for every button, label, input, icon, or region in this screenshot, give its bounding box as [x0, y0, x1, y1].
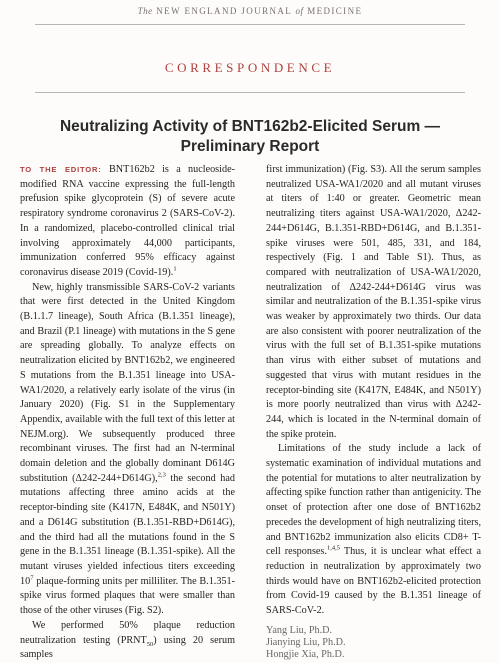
section-heading: CORRESPONDENCE — [164, 60, 336, 75]
left-column — [20, 163, 235, 663]
paragraph-2-text-end: plaque-forming units per milliliter. The B.1.351-spike virus formed plaques that were smaller than those of the other viruses (Fig. S2). — [20, 575, 236, 617]
paragraph-3-text-end: ) using 20 serum samples — [20, 634, 235, 661]
masthead-of: of — [295, 6, 304, 16]
author: Jianying Liu, Ph.D. — [266, 636, 346, 648]
paragraph-1-text: BNT162b2 is a nucleoside-modified RNA vaccine expressing the full-length prefusion spike glycoprotein (S) of severe acute respiratory syndrome coronavirus 2 (SARS-CoV-2). In a randomized, placebo-controlled clinical trial involving approximately 44,000 participants, immunization conferred 95% efficacy against coronavirus disease 2019 (Covid-19). — [20, 164, 235, 278]
masthead-medicine: MEDICINE — [307, 6, 363, 16]
paragraph-4 — [266, 163, 481, 442]
paragraph-3 — [20, 619, 235, 663]
author-list — [266, 625, 481, 661]
author: Hongjie Xia, Ph.D. — [266, 648, 345, 660]
paragraph-2-text-cont: the second had mutations affecting three amino acids at the receptor-binding site (K417N, E484K, and N501Y) and a D614G substitution (B.1.351-RBD+D614G), and the third had all the mutations found in the S gene in the B.1.351 lineage (B.1.351-spike). All the mutant viruses yielded infectious titers exceeding 10 — [20, 472, 235, 587]
paragraph-1 — [20, 163, 235, 281]
top-rule — [35, 24, 465, 25]
paragraph-5 — [266, 442, 481, 618]
paragraph-2-text: New, highly transmissible SARS-CoV-2 variants that were first detected in the United Kingdom (B.1.1.7 lineage), South Africa (B.1.351 lineage), and Brazil (P.1 lineage) with mutations in the S gene are spreading globally. To analyze effects on neutralization elicited by BNT162b2, we engineered S mutations from the B.1.351 lineage into USA-WA1/2020, a relatively early isolate of the virus (in January 2020) (Fig. S1 in the Supplementary Appendix, available with the full text of this letter at NEJM.org). We subsequently produced three recombinant viruses. The first had an N-terminal domain deletion and the globally dominant D614G substitution (Δ242-244+D614G), — [20, 281, 235, 484]
paragraph-3-text: We performed 50% plaque reduction neutralization testing (PRNT — [20, 619, 235, 646]
exponent: 7 — [30, 574, 34, 582]
citation: 1,4,5 — [326, 544, 340, 552]
citation: 1 — [173, 265, 177, 273]
lead-in: TO THE EDITOR: — [20, 165, 102, 174]
subscript: 50 — [146, 640, 154, 648]
right-column — [266, 163, 481, 661]
citation: 2,3 — [157, 471, 166, 479]
section-rule — [35, 92, 465, 93]
journal-masthead — [0, 6, 500, 16]
masthead-name: NEW ENGLAND JOURNAL — [156, 6, 292, 16]
paragraph-2 — [20, 281, 235, 619]
paragraph-4-text: first immunization) (Fig. S3). All the serum samples neutralized USA-WA1/2020 and all mutant viruses at titers of 1:40 or greater. Geometric mean neutralizing titers against USA-WA1/2020, Δ242-244+D614G, B.1.351-RBD+D614G, and B.1.351-spike viruses were 501, 485, 331, and 184, respectively (Fig. 1 and Table S1). Thus, as compared with neutralization of USA-WA1/2020, neutralization of Δ242-244+D614G virus was similar and neutralization of the B.1.351-spike virus was weaker by approximately two thirds. Our data are also consistent with poorer neutralization of the virus with the full set of B.1.351-spike mutations than virus with either subset of mutations and suggested that virus with mutant residues in the receptor-binding site (K417N, E484K, and N501Y) is more poorly neutralized than virus with Δ242-244, which is located in the N-terminal domain of the spike protein. — [266, 164, 481, 440]
paragraph-5-text: Limitations of the study include a lack of systematic examination of individual mutations and the potential for mutations to alter neutralization by affecting spike function rather than antigenicity. The onset of protection after one dose of BNT162b2 precedes the development of high neutralizing titers, and BNT162b2 immunization also elicits CD8+ T-cell responses. — [266, 443, 481, 558]
article-title: Neutralizing Activity of BNT162b2-Elicited Serum — Preliminary Report — [59, 118, 441, 155]
paragraph-5-text-end: Thus, it is unclear what effect a reduction in neutralization by approximately two thirds would have on BNT162b2-elicited protection from Covid-19 caused by the B.1.351 lineage of SARS-CoV-2. — [266, 546, 481, 617]
author: Yang Liu, Ph.D. — [266, 624, 333, 636]
masthead-the: The — [137, 6, 153, 16]
